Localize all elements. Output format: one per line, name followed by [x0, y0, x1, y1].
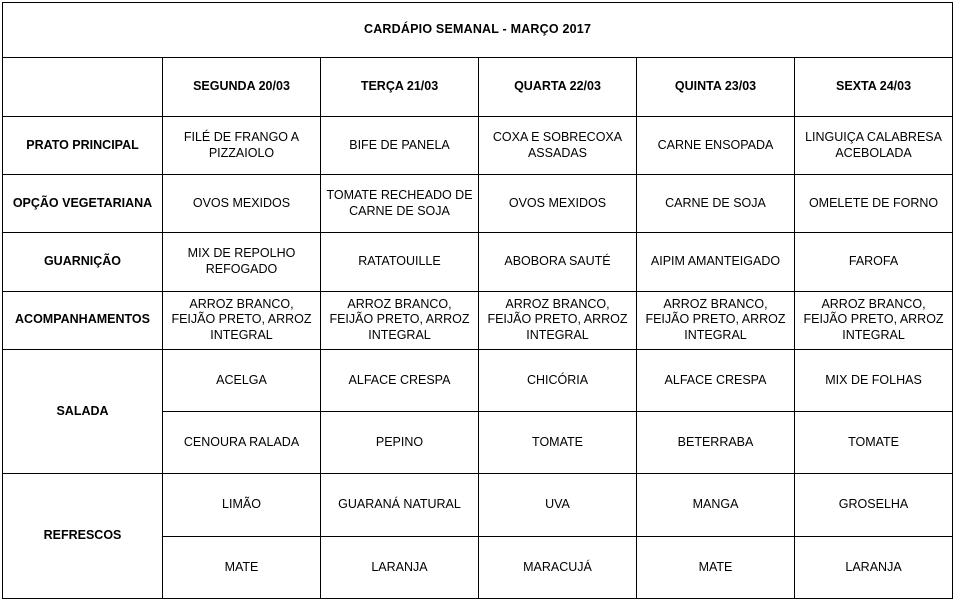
- cell-salada-wednesday-2: TOMATE: [479, 412, 637, 474]
- document-title: CARDÁPIO SEMANAL - MARÇO 2017: [3, 3, 953, 58]
- cell-refrescos-wednesday-2: MARACUJÁ: [479, 536, 637, 598]
- cell-acompanhamentos-wednesday: ARROZ BRANCO, FEIJÃO PRETO, ARROZ INTEGRAL: [479, 291, 637, 349]
- row-label-opcao-vegetariana: OPÇÃO VEGETARIANA: [3, 175, 163, 233]
- cell-acompanhamentos-tuesday: ARROZ BRANCO, FEIJÃO PRETO, ARROZ INTEGRAL: [321, 291, 479, 349]
- cell-refrescos-wednesday-1: UVA: [479, 474, 637, 536]
- day-header-thursday: QUINTA 23/03: [637, 58, 795, 117]
- cell-guarnicao-wednesday: ABOBORA SAUTÉ: [479, 233, 637, 291]
- row-label-refrescos: REFRESCOS: [3, 474, 163, 599]
- table-row: [3, 175, 953, 233]
- cell-salada-tuesday-2: PEPINO: [321, 412, 479, 474]
- cell-acompanhamentos-friday: ARROZ BRANCO, FEIJÃO PRETO, ARROZ INTEGRAL: [795, 291, 953, 349]
- weekly-menu-table: [2, 2, 953, 599]
- title-row: [3, 3, 953, 58]
- cell-opcao-vegetariana-tuesday: TOMATE RECHEADO DE CARNE DE SOJA: [321, 175, 479, 233]
- row-label-guarnicao: GUARNIÇÃO: [3, 233, 163, 291]
- table-row: [3, 474, 953, 536]
- cell-prato-principal-friday: LINGUIÇA CALABRESA ACEBOLADA: [795, 117, 953, 175]
- table-row: [3, 233, 953, 291]
- cell-guarnicao-tuesday: RATATOUILLE: [321, 233, 479, 291]
- day-header-monday: SEGUNDA 20/03: [163, 58, 321, 117]
- cell-prato-principal-wednesday: COXA E SOBRECOXA ASSADAS: [479, 117, 637, 175]
- cell-refrescos-friday-1: GROSELHA: [795, 474, 953, 536]
- cell-salada-monday-1: ACELGA: [163, 349, 321, 411]
- cell-guarnicao-monday: MIX DE REPOLHO REFOGADO: [163, 233, 321, 291]
- corner-cell: [3, 58, 163, 117]
- cell-opcao-vegetariana-wednesday: OVOS MEXIDOS: [479, 175, 637, 233]
- day-header-friday: SEXTA 24/03: [795, 58, 953, 117]
- cell-salada-monday-2: CENOURA RALADA: [163, 412, 321, 474]
- cell-refrescos-friday-2: LARANJA: [795, 536, 953, 598]
- row-label-acompanhamentos: ACOMPANHAMENTOS: [3, 291, 163, 349]
- cell-refrescos-monday-1: LIMÃO: [163, 474, 321, 536]
- cell-opcao-vegetariana-monday: OVOS MEXIDOS: [163, 175, 321, 233]
- cell-refrescos-thursday-1: MANGA: [637, 474, 795, 536]
- cell-prato-principal-thursday: CARNE ENSOPADA: [637, 117, 795, 175]
- cell-prato-principal-monday: FILÉ DE FRANGO A PIZZAIOLO: [163, 117, 321, 175]
- cell-salada-thursday-1: ALFACE CRESPA: [637, 349, 795, 411]
- day-header-wednesday: QUARTA 22/03: [479, 58, 637, 117]
- cell-refrescos-thursday-2: MATE: [637, 536, 795, 598]
- cell-acompanhamentos-thursday: ARROZ BRANCO, FEIJÃO PRETO, ARROZ INTEGRAL: [637, 291, 795, 349]
- header-row: [3, 58, 953, 117]
- cell-opcao-vegetariana-thursday: CARNE DE SOJA: [637, 175, 795, 233]
- cell-refrescos-monday-2: MATE: [163, 536, 321, 598]
- cell-salada-wednesday-1: CHICÓRIA: [479, 349, 637, 411]
- table-row: [3, 291, 953, 349]
- cell-refrescos-tuesday-2: LARANJA: [321, 536, 479, 598]
- table-row: [3, 349, 953, 411]
- day-header-tuesday: TERÇA 21/03: [321, 58, 479, 117]
- cell-salada-tuesday-1: ALFACE CRESPA: [321, 349, 479, 411]
- cell-prato-principal-tuesday: BIFE DE PANELA: [321, 117, 479, 175]
- row-label-salada: SALADA: [3, 349, 163, 474]
- cell-salada-friday-1: MIX DE FOLHAS: [795, 349, 953, 411]
- cell-salada-thursday-2: BETERRABA: [637, 412, 795, 474]
- cell-salada-friday-2: TOMATE: [795, 412, 953, 474]
- cell-acompanhamentos-monday: ARROZ BRANCO, FEIJÃO PRETO, ARROZ INTEGRAL: [163, 291, 321, 349]
- table-row: [3, 117, 953, 175]
- cell-opcao-vegetariana-friday: OMELETE DE FORNO: [795, 175, 953, 233]
- cell-refrescos-tuesday-1: GUARANÁ NATURAL: [321, 474, 479, 536]
- cell-guarnicao-thursday: AIPIM AMANTEIGADO: [637, 233, 795, 291]
- cell-guarnicao-friday: FAROFA: [795, 233, 953, 291]
- row-label-prato-principal: PRATO PRINCIPAL: [3, 117, 163, 175]
